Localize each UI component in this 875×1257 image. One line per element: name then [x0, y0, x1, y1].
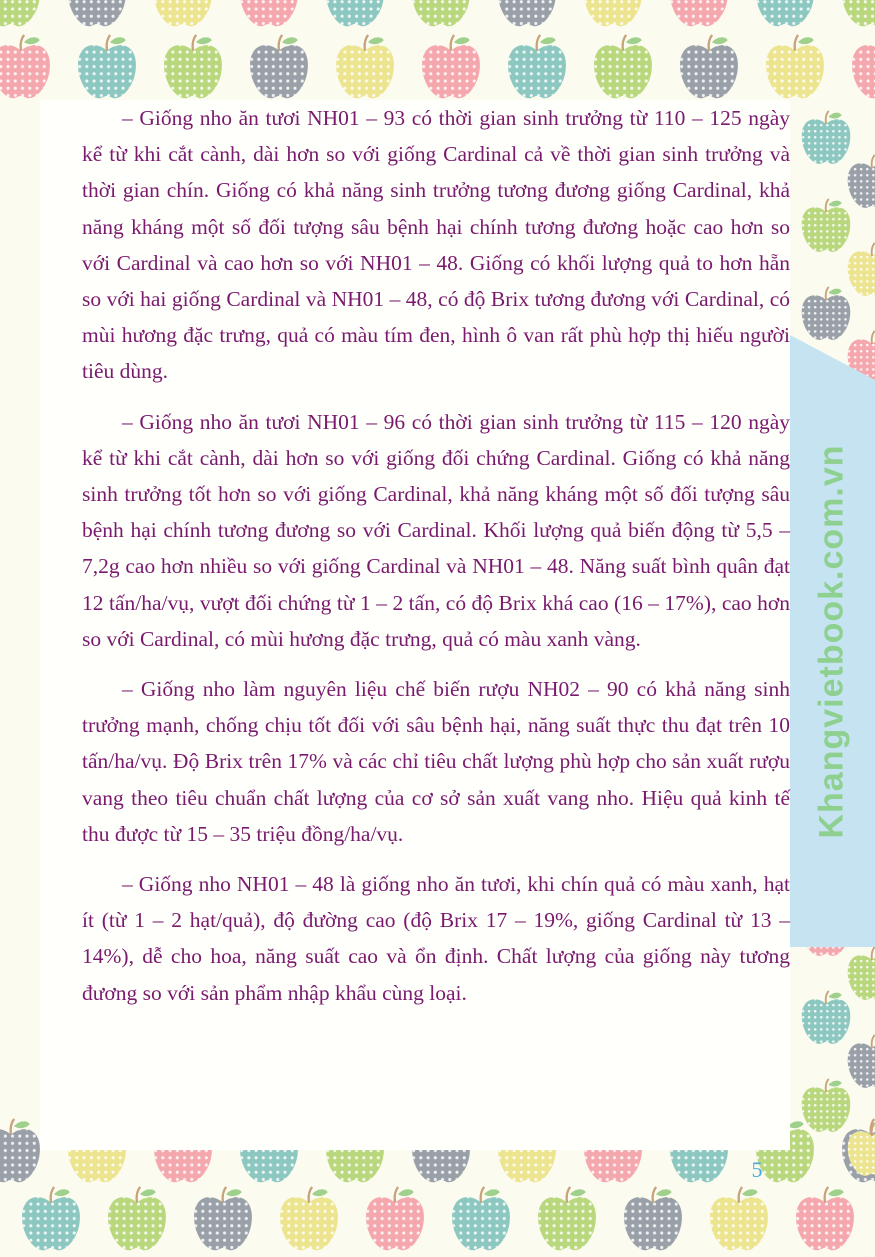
apple-icon [802, 111, 851, 164]
apple-icon [154, 0, 212, 26]
apple-icon [802, 287, 851, 340]
apple-icon [422, 35, 480, 98]
apple-icon [240, 0, 298, 26]
apple-icon [0, 0, 40, 26]
apple-icon [412, 0, 470, 26]
paragraph-nh01-93: – Giống nho ăn tươi NH01 – 93 có thời gian sinh trưởng từ 110 – 125 ngày kể từ khi cắt cành, dài hơn so với giống Cardinal cả về thời gian sinh trưởng và thời gian chín. Giống có khả năng sinh trưởng tương đương giống Cardinal, khả năng kháng một số đối tượng sâu bệnh hại chính tương đương hoặc cao hơn so với Cardinal và cao hơn so với NH01 – 48. Giống có khối lượng quả to hơn hẵn so với hai giống Cardinal và NH01 – 48, có độ Brix tương đương với Cardinal, có mùi hương đặc trưng, quả có màu tím đen, hình ô van rất phù hợp thị hiếu người tiêu dùng. [82, 106, 790, 384]
apple-icon [280, 1187, 338, 1250]
apple-icon [802, 1079, 851, 1132]
apple-icon [594, 35, 652, 98]
apple-icon [336, 35, 394, 98]
apple-icon [756, 0, 814, 26]
apple-icon [680, 35, 738, 98]
apple-icon [78, 35, 136, 98]
paragraph-nh02-90: – Giống nho làm nguyên liệu chế biến rượu NH02 – 90 có khả năng sinh trưởng mạnh, chống chịu tốt đối với sâu bệnh hại, năng suất thực thu đạt trên 10 tấn/ha/vụ. Độ Brix trên 17% và các chỉ tiêu chất lượng phù hợp cho sản xuất rượu vang theo tiêu chuẩn chất lượng của cơ sở sản xuất vang nho. Hiệu quả kinh tế thu được từ 15 – 35 triệu đồng/ha/vụ. [82, 677, 790, 846]
watermark-ribbon [790, 335, 875, 947]
apple-icon [22, 1187, 80, 1250]
apple-icon [842, 0, 875, 26]
apple-icon [0, 35, 50, 98]
main-text [82, 100, 790, 1025]
apple-icon [766, 35, 824, 98]
apple-icon [498, 0, 556, 26]
apple-icon [584, 0, 642, 26]
apple-icon [848, 947, 875, 1000]
apple-icon [710, 1187, 768, 1250]
apple-icon [624, 1187, 682, 1250]
apple-icon [848, 243, 875, 296]
apple-icon [366, 1187, 424, 1250]
apple-icon [108, 1187, 166, 1250]
page-number: 5 [751, 1157, 763, 1182]
apple-icon [848, 155, 875, 208]
apple-icon [670, 0, 728, 26]
apple-icon [852, 35, 875, 98]
apple-icon [796, 1187, 854, 1250]
apple-icon [194, 1187, 252, 1250]
apple-icon [0, 1119, 40, 1182]
apple-icon [326, 0, 384, 26]
paragraph-nh01-96: – Giống nho ăn tươi NH01 – 96 có thời gian sinh trưởng từ 115 – 120 ngày kể từ khi cắt cành, dài hơn so với giống đối chứng Cardinal. Giống có khả năng sinh trưởng tốt hơn so với giống Cardinal, khả năng kháng một số đối tượng sâu bệnh hại chính tương đương so với Cardinal. Khối lượng quả biến động từ 5,5 – 7,2g cao hơn nhiều so với giống Cardinal và NH01 – 48. Năng suất bình quân đạt 12 tấn/ha/vụ, vượt đối chứng từ 1 – 2 tấn, có độ Brix khá cao (16 – 17%), cao hơn so với Cardinal, có mùi hương đặc trưng, quả có màu xanh vàng. [82, 409, 790, 651]
apple-icon [802, 991, 851, 1044]
apple-icon [538, 1187, 596, 1250]
paragraph-nh01-48: – Giống nho NH01 – 48 là giống nho ăn tươi, khi chín quả có màu xanh, hạt ít (từ 1 – 2 hạt/quả), độ đường cao (độ Brix 17 – 19%, giống Cardinal từ 13 – 14%), dễ cho hoa, năng suất cao và ổn định. Chất lượng của giống này tương đương so với sản phẩm nhập khẩu cùng loại. [82, 872, 790, 1005]
apple-icon [164, 35, 222, 98]
apple-icon [250, 35, 308, 98]
apple-icon [508, 35, 566, 98]
apple-icon [68, 0, 126, 26]
apple-icon [452, 1187, 510, 1250]
apple-icon [802, 199, 851, 252]
watermark-text: Khangvietbook.com.vn [813, 443, 851, 839]
apple-icon [848, 1035, 875, 1088]
